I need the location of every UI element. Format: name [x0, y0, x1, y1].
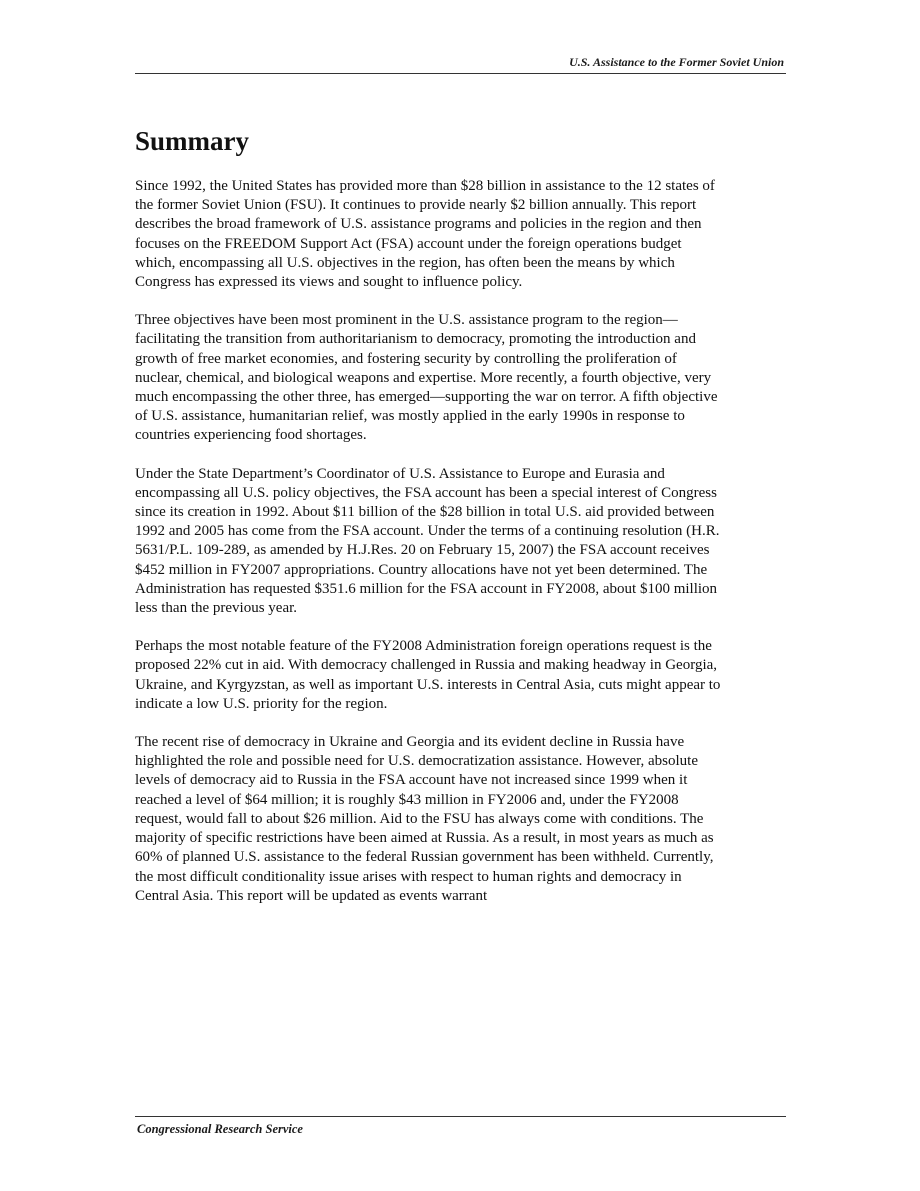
- text-line: request, would fall to about $26 million. Aid to the FSU has always come with conditions. The: [135, 810, 704, 827]
- footer-organization: Congressional Research Service: [137, 1122, 303, 1136]
- text-line: less than the previous year.: [135, 600, 298, 617]
- text-line: reached a level of $64 million; it is roughly $43 million in FY2006 and, under the FY2008: [135, 791, 679, 808]
- text-line: which, encompassing all U.S. objectives in the region, has often been the means by which: [135, 254, 675, 271]
- text-line: Ukraine, and Kyrgyzstan, as well as important U.S. interests in Central Asia, cuts might appear to: [135, 676, 721, 693]
- text-line: describes the broad framework of U.S. assistance programs and policies in the region and then: [135, 216, 702, 233]
- summary-paragraph: [135, 311, 795, 445]
- text-line: highlighted the role and possible need for U.S. democratization assistance. However, absolute: [135, 753, 698, 770]
- running-header-title: U.S. Assistance to the Former Soviet Union: [569, 55, 784, 69]
- text-line: much encompassing the other three, has emerged—supporting the war on terror. A fifth objective: [135, 389, 718, 406]
- text-line: Administration has requested $351.6 million for the FSA account in FY2008, about $100 million: [135, 580, 718, 597]
- text-line: Central Asia. This report will be updated as events warrant: [135, 887, 488, 904]
- text-line: Since 1992, the United States has provided more than $28 billion in assistance to the 12 states of: [135, 178, 715, 194]
- text-line: the former Soviet Union (FSU). It continues to provide nearly $2 billion annually. This report: [135, 197, 697, 214]
- text-line: of U.S. assistance, humanitarian relief, was mostly applied in the early 1990s in response to: [135, 408, 685, 425]
- summary-paragraph: [135, 733, 795, 906]
- text-line: majority of specific restrictions have been aimed at Russia. As a result, in most years as much as: [135, 830, 714, 847]
- text-line: 60% of planned U.S. assistance to the federal Russian government has been withheld. Currently,: [135, 849, 714, 866]
- text-line: $452 million in FY2007 appropriations. Country allocations have not yet been determined. The: [135, 561, 708, 578]
- text-line: encompassing all U.S. policy objectives, the FSA account has been a special interest of Congress: [135, 484, 717, 501]
- running-footer: [135, 1116, 786, 1136]
- running-header: [135, 55, 786, 74]
- text-line: Under the State Department’s Coordinator of U.S. Assistance to Europe and Eurasia and: [135, 465, 665, 482]
- text-line: the most difficult conditionality issue arises with respect to human rights and democracy in: [135, 868, 682, 885]
- text-line: focuses on the FREEDOM Support Act (FSA) account under the foreign operations budget: [135, 235, 682, 252]
- summary-paragraph: [135, 177, 795, 292]
- text-line: countries experiencing food shortages.: [135, 427, 367, 444]
- summary-paragraph: [135, 637, 795, 714]
- page-title: Summary: [135, 126, 249, 156]
- text-line: Perhaps the most notable feature of the FY2008 Administration foreign operations request is the: [135, 638, 712, 655]
- text-line: Congress has expressed its views and sought to influence policy.: [135, 274, 523, 291]
- summary-body: [135, 177, 795, 925]
- text-line: indicate a low U.S. priority for the region.: [135, 695, 388, 712]
- text-line: growth of free market economies, and fostering security by controlling the proliferation of: [135, 350, 677, 367]
- text-line: 1992 and 2005 has come from the FSA account. Under the terms of a continuing resolution (H.R.: [135, 523, 720, 540]
- text-line: nuclear, chemical, and biological weapons and expertise. More recently, a fourth objective, very: [135, 369, 712, 386]
- text-line: 5631/P.L. 109-289, as amended by H.J.Res. 20 on February 15, 2007) the FSA account receives: [135, 542, 710, 559]
- text-line: The recent rise of democracy in Ukraine and Georgia and its evident decline in Russia have: [135, 734, 685, 751]
- text-line: levels of democracy aid to Russia in the FSA account have not increased since 1999 when it: [135, 772, 688, 789]
- text-line: since its creation in 1992. About $11 billion of the $28 billion in total U.S. aid provided between: [135, 504, 715, 521]
- text-line: Three objectives have been most prominent in the U.S. assistance program to the region—: [135, 312, 678, 329]
- text-line: proposed 22% cut in aid. With democracy challenged in Russia and making headway in Georgia,: [135, 657, 718, 674]
- summary-paragraph: [135, 465, 795, 619]
- text-line: facilitating the transition from authoritarianism to democracy, promoting the introduction and: [135, 331, 696, 348]
